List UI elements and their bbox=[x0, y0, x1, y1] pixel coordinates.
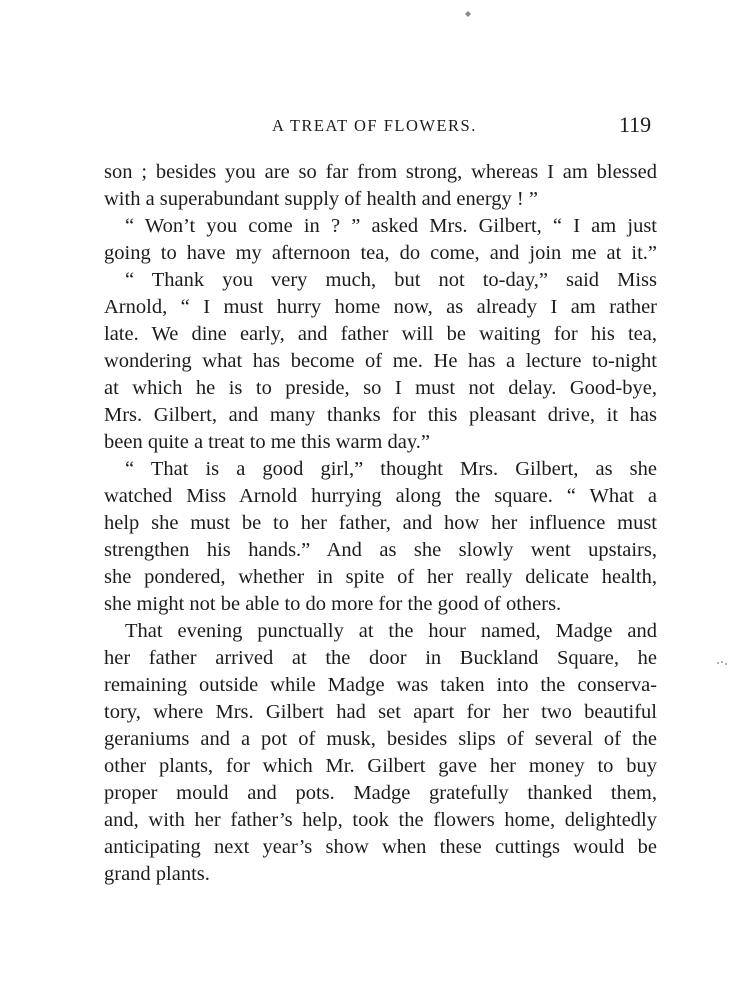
text-line: late. We dine early, and father will be waiting for his tea, bbox=[104, 323, 657, 345]
text-line: tory, where Mrs. Gilbert had set apart for her two beautiful bbox=[104, 701, 657, 723]
running-title: A TREAT OF FLOWERS. bbox=[272, 116, 477, 135]
text-line: she might not be able to do more for the good of others. bbox=[104, 593, 562, 615]
text-line: That evening punctually at the hour named, Madge and bbox=[125, 620, 657, 642]
text-line: and, with her father’s help, took the flowers home, delightedly bbox=[104, 809, 657, 831]
text-line: her father arrived at the door in Buckland Square, he bbox=[104, 647, 657, 669]
text-line: at which he is to preside, so I must not delay. Good-bye, bbox=[104, 377, 657, 399]
text-line: “ Thank you very much, but not to-day,” said Miss bbox=[125, 269, 657, 291]
body-text bbox=[104, 159, 657, 888]
text-line: wondering what has become of me. He has a lecture to-night bbox=[104, 350, 657, 372]
text-line: going to have my afternoon tea, do come, and join me at it.” bbox=[104, 242, 657, 264]
ink-speck-icon bbox=[464, 10, 472, 18]
text-line: help she must be to her father, and how her influence must bbox=[104, 512, 657, 534]
text-line: other plants, for which Mr. Gilbert gave her money to buy bbox=[104, 755, 657, 777]
text-line: anticipating next year’s show when these cuttings would be bbox=[104, 836, 657, 858]
text-line: “ That is a good girl,” thought Mrs. Gilbert, as she bbox=[125, 458, 657, 480]
text-line: “ Won’t you come in ? ” asked Mrs. Gilbert, “ I am just bbox=[125, 215, 657, 237]
ink-speck-icon bbox=[716, 659, 728, 667]
text-line: Mrs. Gilbert, and many thanks for this pleasant drive, it has bbox=[104, 404, 657, 426]
text-line: grand plants. bbox=[104, 863, 210, 885]
text-line: proper mould and pots. Madge gratefully thanked them, bbox=[104, 782, 657, 804]
text-line: Arnold, “ I must hurry home now, as already I am rather bbox=[104, 296, 657, 318]
text-line: with a superabundant supply of health and energy ! ” bbox=[104, 188, 538, 210]
text-line: strengthen his hands.” And as she slowly went upstairs, bbox=[104, 539, 657, 561]
text-line: geraniums and a pot of musk, besides slips of several of the bbox=[104, 728, 657, 750]
page-number: 119 bbox=[619, 112, 652, 137]
text-line: watched Miss Arnold hurrying along the square. “ What a bbox=[104, 485, 657, 507]
text-line: remaining outside while Madge was taken into the conserva- bbox=[104, 674, 657, 696]
text-line: son ; besides you are so far from strong, whereas I am blessed bbox=[104, 161, 657, 183]
text-line: she pondered, whether in spite of her really delicate health, bbox=[104, 566, 657, 588]
text-line: been quite a treat to me this warm day.” bbox=[104, 431, 430, 453]
